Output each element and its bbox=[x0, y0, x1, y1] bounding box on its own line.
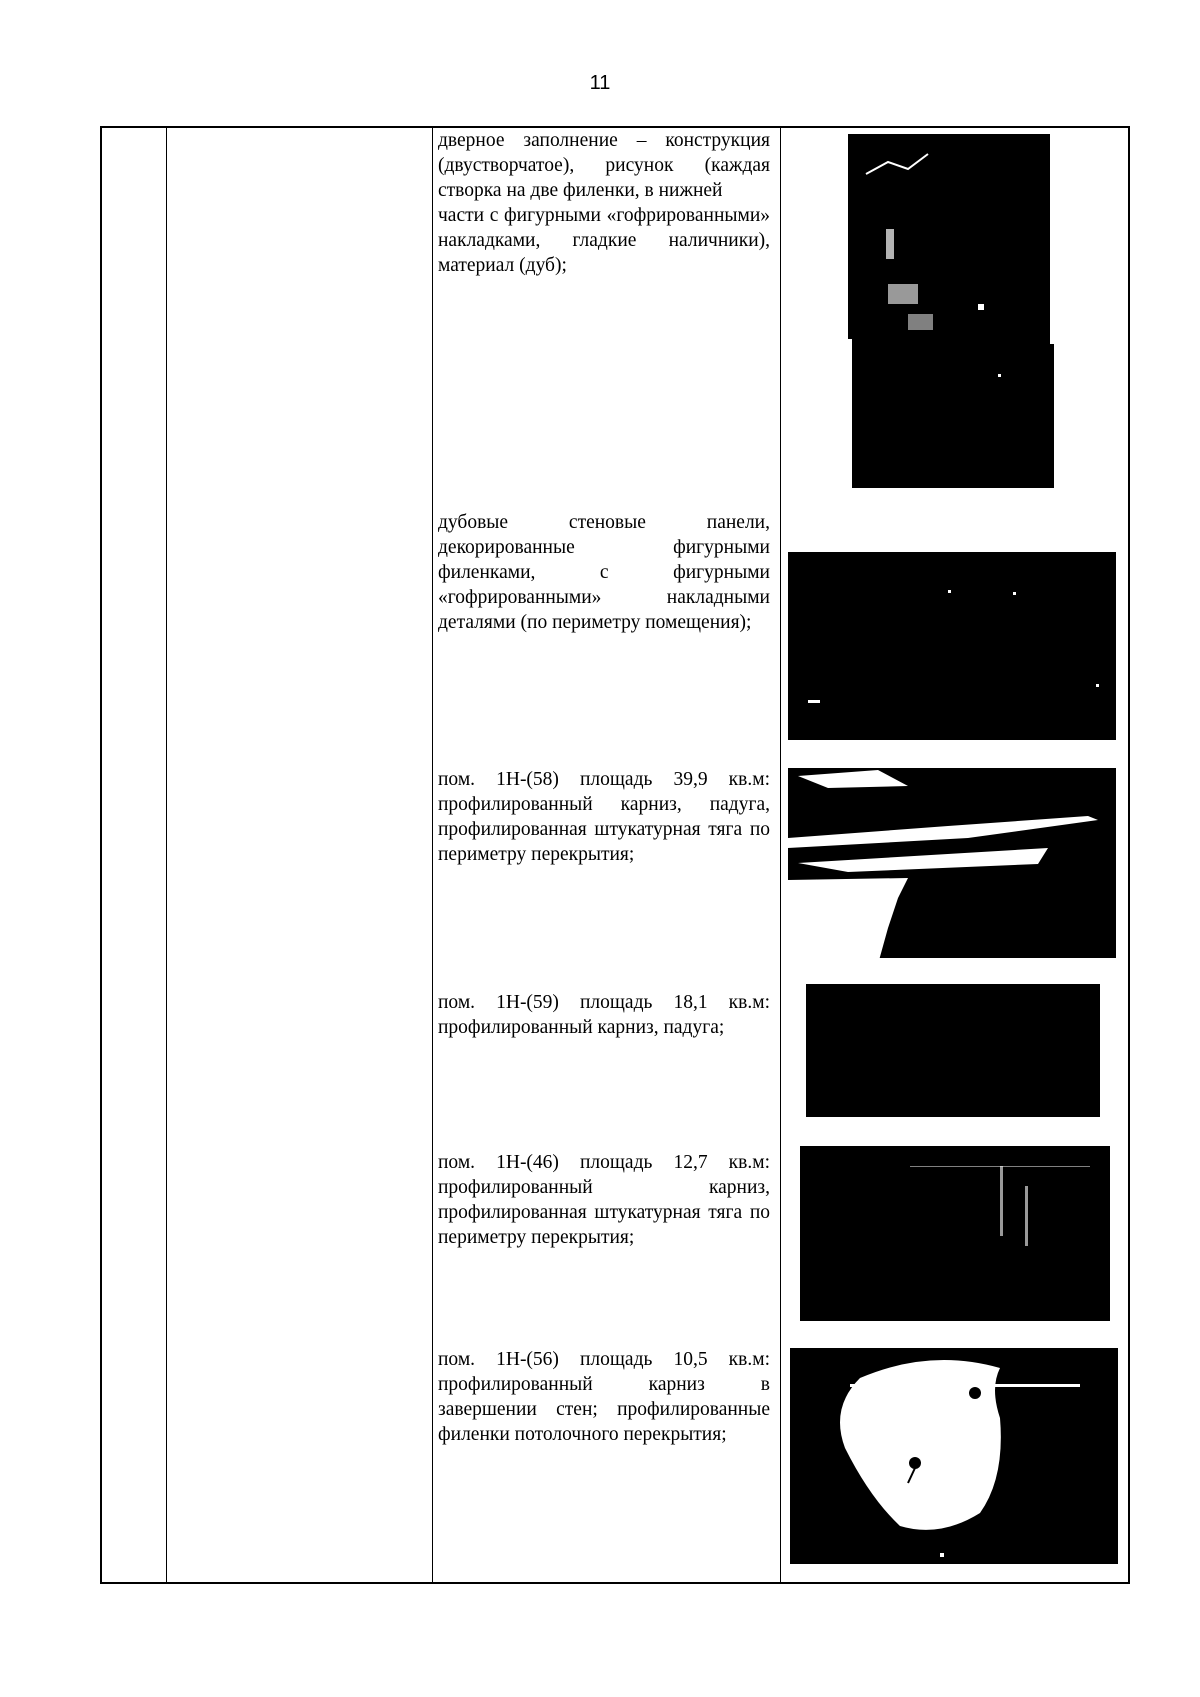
page-number: 11 bbox=[589, 72, 611, 94]
oak-double-door-photo bbox=[848, 134, 1054, 488]
description-room-56: пом. 1Н-(56) площадь 10,5 кв.м: профилированный карниз в завершении стен; профилированные филенки потолочного перекрытия; bbox=[438, 1349, 770, 1445]
description-room-59: пом. 1Н-(59) площадь 18,1 кв.м: профилированный карниз, падуга; bbox=[438, 992, 770, 1038]
room-56-ceiling-photo bbox=[790, 1348, 1118, 1564]
room-46-cornice-photo bbox=[800, 1146, 1110, 1321]
description-room-58: пом. 1Н-(58) площадь 39,9 кв.м: профилированный карниз, падуга, профилированная штукатурная тяга по периметру перекрытия; bbox=[438, 769, 770, 865]
description-oak-door: дверное заполнение – конструкция (двустворчатое), рисунок (каждая створка на две филенки, в нижней части с фигурными «гофрированными» накладками, гладкие наличники), материал (дуб); bbox=[438, 130, 770, 276]
column-divider bbox=[432, 128, 433, 1582]
column-divider bbox=[780, 128, 781, 1582]
oak-wall-panels-photo bbox=[788, 552, 1116, 740]
description-oak-panels: дубовые стеновые панели, декорированные фигурными филенками, с фигурными «гофрированными» накладными деталями (по периметру помещения); bbox=[438, 512, 770, 633]
room-58-cornice-photo bbox=[788, 768, 1116, 964]
room-59-cornice-photo bbox=[806, 984, 1100, 1117]
description-room-46: пом. 1Н-(46) площадь 12,7 кв.м: профилированный карниз, профилированная штукатурная тяга по периметру перекрытия; bbox=[438, 1152, 770, 1248]
column-divider bbox=[166, 128, 167, 1582]
